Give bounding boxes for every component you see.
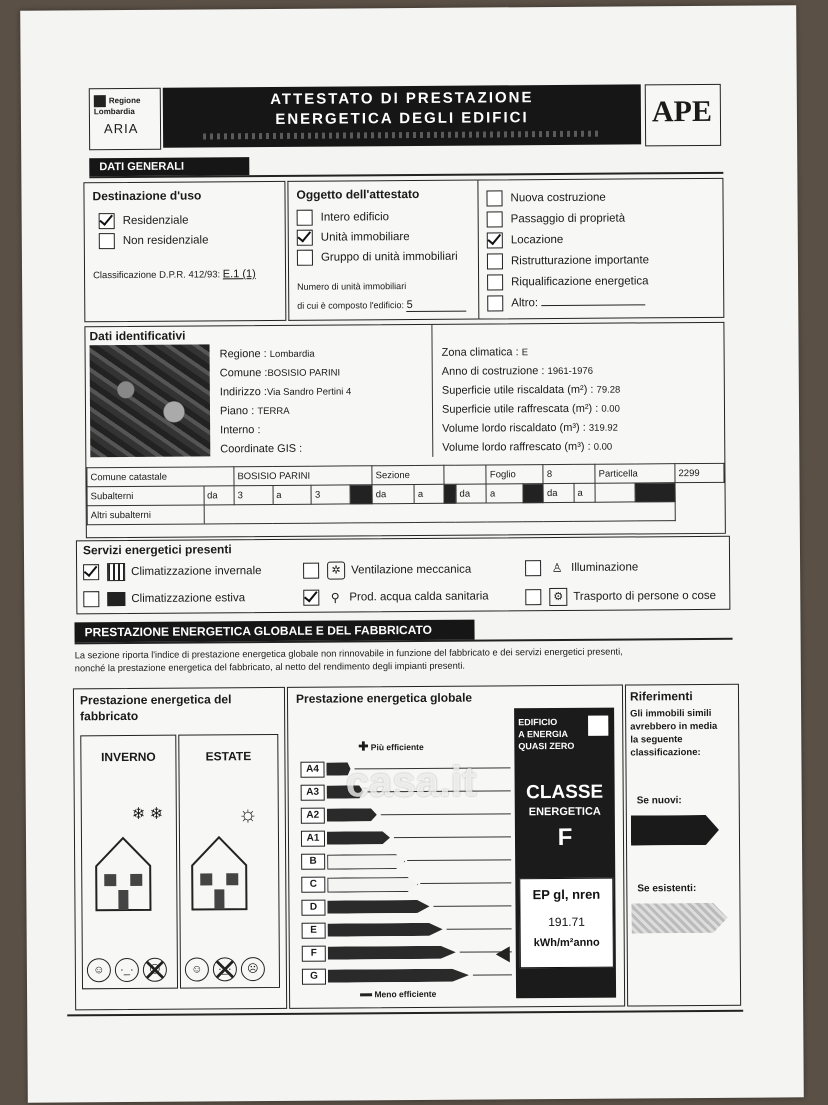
energy-class-bar xyxy=(327,808,377,821)
sup-raffrescata-row: Superficie utile raffrescata (m²) : 0.00 xyxy=(441,402,620,416)
sub-da-value: 3 xyxy=(234,485,273,504)
blacked-cell xyxy=(350,485,372,504)
inverno-panel xyxy=(80,735,178,990)
house-summer-icon xyxy=(188,833,251,913)
opt-gruppo-unita[interactable]: Gruppo di unità immobiliari xyxy=(297,249,458,266)
interno-row: Interno : xyxy=(220,424,261,437)
blacked-cell xyxy=(444,484,456,503)
section-dati-generali: DATI GENERALI xyxy=(89,157,249,176)
opt-nuova-costruzione[interactable]: Nuova costruzione xyxy=(486,190,605,207)
checkbox-ventilazione[interactable] xyxy=(303,563,319,579)
energy-class-bar xyxy=(327,877,418,893)
globale-box xyxy=(287,685,625,1009)
nzeb-checkbox[interactable] xyxy=(588,716,608,736)
opt-riqualificazione[interactable]: Riqualificazione energetica xyxy=(487,273,649,290)
energy-class-f xyxy=(302,944,502,959)
opt-intero-edificio[interactable]: Intero edificio xyxy=(297,209,390,226)
title-line-1: ATTESTATO DI PRESTAZIONE xyxy=(270,89,534,108)
energy-class-label: A1 xyxy=(301,831,325,847)
energy-class-a1 xyxy=(301,829,501,844)
smiley-neutral-icon: ·_· xyxy=(213,957,237,981)
energy-class-label: F xyxy=(302,946,326,962)
empty-cell xyxy=(595,483,635,502)
nzeb-label: EDIFICIO A ENERGIA QUASI ZERO xyxy=(518,716,575,752)
ape-logo-box xyxy=(645,84,721,147)
ep-unit: kWh/m²anno xyxy=(533,936,600,950)
opt-passaggio-proprieta[interactable]: Passaggio di proprietà xyxy=(487,211,626,228)
estate-panel xyxy=(178,734,280,989)
smiley-sad-icon: ☹ xyxy=(241,957,265,981)
servizi-title: Servizi energetici presenti xyxy=(82,542,232,558)
energy-class-line xyxy=(381,813,511,815)
ident-left-list xyxy=(220,347,352,462)
foglio-value: 8 xyxy=(543,464,595,483)
inverno-label: INVERNO xyxy=(101,749,156,765)
sub-da-1: da xyxy=(204,486,235,505)
estate-rating xyxy=(183,957,267,982)
checkbox-non-residenziale[interactable] xyxy=(99,233,115,249)
energy-class-bar xyxy=(327,831,390,844)
estate-label: ESTATE xyxy=(205,749,252,764)
checkbox-trasporto[interactable] xyxy=(525,589,541,605)
classe-label-1: CLASSE xyxy=(526,781,604,804)
altro-field[interactable] xyxy=(541,304,645,306)
energy-class-line xyxy=(433,905,511,907)
opt-locazione[interactable]: Locazione xyxy=(487,232,564,249)
ep-box xyxy=(519,878,614,969)
plus-icon: ✚ xyxy=(358,739,369,754)
opt-residenziale[interactable]: Residenziale xyxy=(99,213,189,230)
fabbricato-title-2: fabbricato xyxy=(80,708,139,724)
prestazione-intro-1: La sezione riporta l'indice di prestazione energetica globale non rinnovabile in funzione del fabbricato e dei servizi energetici presenti, xyxy=(74,646,623,661)
title-line-2: ENERGETICA DEGLI EDIFICI xyxy=(275,109,529,128)
minus-icon xyxy=(360,994,372,997)
snowflake-icon: ❄ ❄ xyxy=(131,805,164,823)
particella-value: 2299 xyxy=(675,463,724,482)
piu-efficiente: ✚ Più efficiente xyxy=(358,739,424,754)
checkbox-illuminazione[interactable] xyxy=(525,560,541,576)
aerial-map-photo xyxy=(90,344,211,457)
energy-class-label: C xyxy=(301,877,325,893)
gis-row: Coordinate GIS : xyxy=(220,442,303,456)
catasto-table xyxy=(86,463,724,525)
sun-icon: ☼ xyxy=(237,801,259,827)
elevator-icon: ⚙ xyxy=(549,588,567,606)
classe-value: F xyxy=(557,823,573,851)
particella-label: Particella xyxy=(595,464,675,484)
fabbricato-title-1: Prestazione energetica del xyxy=(79,692,232,708)
checkbox-clim-invernale[interactable] xyxy=(83,564,99,580)
title-bar xyxy=(163,84,641,147)
destinazione-box xyxy=(83,181,286,322)
numero-unita: di cui è composto l'edificio: 5 xyxy=(297,299,466,313)
regione-row: Regione : Lombardia xyxy=(219,348,315,361)
oggetto-title: Oggetto dell'attestato xyxy=(296,186,420,202)
servizio-illuminazione[interactable]: ♙ Illuminazione xyxy=(525,559,638,576)
energy-class-bar xyxy=(327,854,405,870)
fan-icon: ✲ xyxy=(327,561,345,579)
energy-class-bar xyxy=(328,923,443,937)
vol-riscaldato-row: Volume lordo riscaldato (m³) : 319.92 xyxy=(442,421,618,435)
energy-class-e xyxy=(302,921,502,936)
classe-panel xyxy=(514,708,616,999)
ident-right-list xyxy=(442,346,621,461)
sub-da-3: da xyxy=(456,484,487,503)
energy-class-label: A4 xyxy=(300,762,324,778)
energy-class-b xyxy=(301,852,501,867)
opt-non-residenziale[interactable]: Non residenziale xyxy=(99,232,209,249)
inverno-rating xyxy=(85,958,169,983)
opt-unita-immobiliare[interactable]: Unità immobiliare xyxy=(297,229,410,246)
ident-divider xyxy=(431,325,433,457)
opt-ristrutturazione[interactable]: Ristrutturazione importante xyxy=(487,252,649,269)
energy-class-label: A2 xyxy=(301,808,325,824)
indirizzo-row: Indirizzo :Via Sandro Pertini 4 xyxy=(219,386,352,399)
radiator-icon xyxy=(107,563,125,581)
smiley-neutral-icon: ·_· xyxy=(115,958,139,982)
opt-altro[interactable]: Altro: xyxy=(487,294,645,311)
checkbox-nuova-costruzione[interactable] xyxy=(486,190,502,206)
riferimenti-title: Riferimenti xyxy=(629,689,693,704)
document-page xyxy=(20,5,804,1102)
checkbox-gruppo-unita[interactable] xyxy=(297,250,313,266)
sup-riscaldata-row: Superficie utile riscaldata (m²) : 79.28 xyxy=(441,383,621,397)
sezione-label: Sezione xyxy=(372,465,444,485)
sub-a-2: a xyxy=(414,484,444,503)
fabbricato-box xyxy=(73,687,287,1010)
meno-efficiente: Meno efficiente xyxy=(360,989,436,1000)
zona-climatica-row: Zona climatica : E xyxy=(441,346,529,359)
bottom-rule xyxy=(67,1010,743,1017)
anno-row: Anno di costruzione : 1961-1976 xyxy=(441,365,594,378)
altri-subalterni-label: Altri subalterni xyxy=(87,505,204,525)
house-winter-icon xyxy=(92,834,155,914)
vol-raffrescato-row: Volume lordo raffrescato (m³) : 0.00 xyxy=(442,440,613,454)
checkbox-intero-edificio[interactable] xyxy=(297,210,313,226)
air-conditioner-icon xyxy=(107,592,125,606)
energy-class-label: D xyxy=(301,900,325,916)
se-nuovi-arrow xyxy=(631,815,719,846)
servizio-ventilazione[interactable]: ✲ Ventilazione meccanica xyxy=(303,561,471,580)
sub-a-1: a xyxy=(273,485,312,504)
foglio-label: Foglio xyxy=(486,465,543,484)
blacked-cell xyxy=(635,483,675,502)
energy-class-line xyxy=(447,928,512,929)
destinazione-title: Destinazione d'uso xyxy=(92,188,202,204)
energy-class-label: B xyxy=(301,854,325,870)
checkbox-locazione[interactable] xyxy=(487,232,503,248)
comune-catastale-value: BOSISIO PARINI xyxy=(234,466,372,486)
subalterni-label: Subalterni xyxy=(87,486,204,506)
servizio-clim-estiva[interactable]: Climatizzazione estiva xyxy=(83,590,245,607)
energy-class-line xyxy=(394,836,511,838)
se-esistenti-arrow xyxy=(631,903,727,934)
energy-class-d xyxy=(301,898,501,913)
altri-subalterni-value xyxy=(204,502,676,524)
energy-class-line xyxy=(473,974,512,975)
faucet-icon: ⚲ xyxy=(330,590,340,605)
servizi-box xyxy=(76,536,731,615)
oggetto-box xyxy=(287,180,479,321)
ep-label: EP gl, nren xyxy=(532,886,601,903)
classificazione: Classificazione D.P.R. 412/93: E.1 (1) xyxy=(93,268,256,282)
checkbox-unita-immobiliare[interactable] xyxy=(297,230,313,246)
energy-class-label: A3 xyxy=(301,785,325,801)
checkbox-acqua-calda[interactable] xyxy=(303,590,319,606)
se-esistenti-label: Se esistenti: xyxy=(637,883,697,895)
sub-a-4: a xyxy=(574,483,595,502)
sezione-value xyxy=(444,465,487,484)
table-row xyxy=(87,501,724,524)
servizio-acqua-calda[interactable]: ⚲ Prod. acqua calda sanitaria xyxy=(303,588,488,605)
energy-class-bar xyxy=(328,969,469,983)
riferimenti-box xyxy=(625,684,741,1007)
casa-it-watermark: casa.it xyxy=(345,757,477,806)
logo-box xyxy=(89,88,161,151)
se-nuovi-label: Se nuovi: xyxy=(636,795,682,807)
motivo-box xyxy=(477,178,724,320)
section-prestazione: PRESTAZIONE ENERGETICA GLOBALE E DEL FABBRICATO xyxy=(74,620,474,643)
servizio-trasporto[interactable]: ⚙ Trasporto di persone o cose xyxy=(525,587,716,606)
riferimenti-text: Gli immobili simili avrebbero in media la seguente classificazione: xyxy=(630,707,718,759)
title-scan-noise xyxy=(203,131,601,140)
aria-logo: ARIA xyxy=(103,120,139,137)
checkbox-residenziale[interactable] xyxy=(99,213,115,229)
prestazione-intro-2: nonché la prestazione energetica del fabbricato, al netto del rendimento degli impianti presenti. xyxy=(74,660,466,674)
smiley-happy-icon: ☺ xyxy=(87,958,111,982)
energy-class-a2 xyxy=(301,806,501,821)
identificativi-title: Dati identificativi xyxy=(89,328,186,344)
sub-da-2: da xyxy=(372,484,414,503)
numero-unita-label: Numero di unità immobiliari xyxy=(297,281,407,292)
energy-class-g xyxy=(302,967,502,982)
energy-class-line xyxy=(420,882,511,884)
lombardia-icon xyxy=(94,95,106,107)
energy-class-label: E xyxy=(302,923,326,939)
energy-class-label: G xyxy=(302,969,326,985)
checkbox-passaggio-proprieta[interactable] xyxy=(487,211,503,227)
servizio-clim-invernale[interactable]: Climatizzazione invernale xyxy=(83,562,262,581)
region-logo: Regione Lombardia xyxy=(93,95,141,117)
ep-value: 191.71 xyxy=(548,914,585,930)
classe-label-2: ENERGETICA xyxy=(528,805,601,819)
current-class-pointer-icon xyxy=(496,946,510,962)
energy-class-bar xyxy=(328,946,456,960)
comune-catastale-label: Comune catastale xyxy=(87,467,234,487)
sub-a-value: 3 xyxy=(311,485,350,504)
ape-logo: APE xyxy=(651,94,713,129)
checkbox-riqualificazione[interactable] xyxy=(487,274,503,290)
energy-class-line xyxy=(407,859,511,861)
sub-a-3: a xyxy=(486,484,522,503)
checkbox-altro[interactable] xyxy=(487,295,503,311)
checkbox-clim-estiva[interactable] xyxy=(83,591,99,607)
identificativi-box xyxy=(84,322,725,538)
globale-title: Prestazione energetica globale xyxy=(295,690,473,706)
comune-row: Comune :BOSISIO PARINI xyxy=(219,367,341,380)
smiley-sad-icon: ☹ xyxy=(143,958,167,982)
smiley-happy-icon: ☺ xyxy=(185,957,209,981)
piano-row: Piano : TERRA xyxy=(219,405,290,418)
sub-da-4: da xyxy=(543,483,574,502)
energy-class-c xyxy=(301,875,501,890)
checkbox-ristrutturazione[interactable] xyxy=(487,253,503,269)
energy-class-bar xyxy=(327,900,429,914)
lamp-icon: ♙ xyxy=(551,560,563,576)
blacked-cell xyxy=(523,484,544,503)
